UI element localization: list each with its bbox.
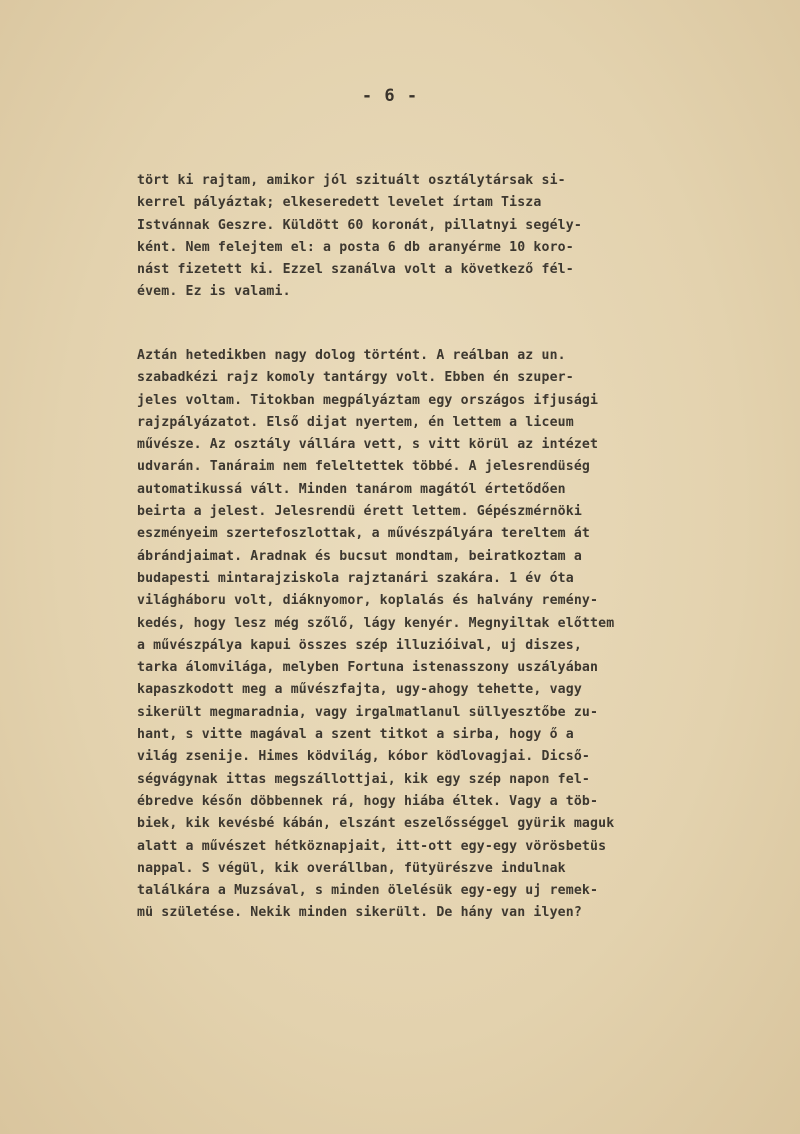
text-line: jeles voltam. Titokban megpályáztam egy országos ifjusági xyxy=(137,392,599,408)
text-line: tört ki rajtam, amikor jól szituált osztálytársak si- xyxy=(137,173,566,188)
text-line: Istvánnak Geszre. Küldött 60 koronát, pillatnyi segély- xyxy=(137,217,582,233)
text-line: világháboru volt, diáknyomor, koplalás és halvány remény- xyxy=(137,593,599,609)
text-line: ébredve későn döbbennek rá, hogy hiába éltek. Vagy a töb- xyxy=(137,793,599,809)
text-line: alatt a művészet hétköznapjait, itt-ott egy-egy vörösbetüs xyxy=(137,838,607,854)
text-line: automatikussá vált. Minden tanárom magától értetődően xyxy=(137,481,566,497)
text-line: beirta a jelest. Jelesrendü érett lettem. Gépészmérnöki xyxy=(137,504,582,520)
text-line: kerrel pályáztak; elkeseredett levelet írtam Tisza xyxy=(137,195,542,211)
text-line: biek, kik kevésbé kábán, elszánt eszelősséggel gyürik maguk xyxy=(137,816,615,832)
text-line: tarka álomvilága, melyben Fortuna istenasszony uszályában xyxy=(137,660,599,676)
text-line: évem. Ez is valami. xyxy=(137,284,291,300)
text-line: eszményeim szertefoszlottak, a művészpályára tereltem át xyxy=(137,526,591,542)
text-line: művésze. Az osztály vállára vett, s vitt körül az intézet xyxy=(137,437,599,453)
text-line: találkára a Muzsával, s minden ölelésük egy-egy uj remek- xyxy=(137,883,599,899)
text-line: nást fizetett ki. Ezzel szanálva volt a következő fél- xyxy=(137,262,574,278)
text-line: ségvágynak ittas megszállottjai, kik egy szép napon fel- xyxy=(137,771,591,787)
text-line: a művészpálya kapui összes szép illuzióival, uj diszes, xyxy=(137,637,582,653)
text-line: sikerült megmaradnia, vagy irgalmatlanul süllyesztőbe zu- xyxy=(137,704,599,720)
text-line: ként. Nem felejtem el: a posta 6 db aranyérme 10 koro- xyxy=(137,239,574,255)
text-line: kapaszkodott meg a művészfajta, ugy-ahogy tehette, vagy xyxy=(137,682,582,698)
text-line: mü születése. Nekik minden sikerült. De hány van ilyen? xyxy=(137,905,582,921)
page-number: - 6 - xyxy=(361,86,419,106)
paragraph-1 xyxy=(137,170,737,304)
text-line: budapesti mintarajziskola rajztanári szakára. 1 év óta xyxy=(137,570,574,586)
text-line: ábrándjaimat. Aradnak és bucsut mondtam, beiratkoztam a xyxy=(137,548,582,564)
text-line: világ zsenije. Himes ködvilág, kóbor ködlovagjai. Dicső- xyxy=(137,749,591,765)
text-line: szabadkézi rajz komoly tantárgy volt. Ebben én szuper- xyxy=(137,370,574,386)
text-line: rajzpályázatot. Első dijat nyertem, én lettem a liceum xyxy=(137,414,574,430)
text-line: udvarán. Tanáraim nem feleltettek többé. A jelesrendüség xyxy=(137,459,591,475)
text-line: kedés, hogy lesz még szőlő, lágy kenyér. Megnyiltak előttem xyxy=(137,615,615,631)
text-line: hant, s vitte magával a szent titkot a sirba, hogy ő a xyxy=(137,727,574,743)
text-line: nappal. S végül, kik overállban, fütyürészve indulnak xyxy=(137,860,566,876)
text-line: Aztán hetedikben nagy dolog történt. A reálban az un. xyxy=(137,348,566,363)
paragraph-2 xyxy=(137,345,737,925)
